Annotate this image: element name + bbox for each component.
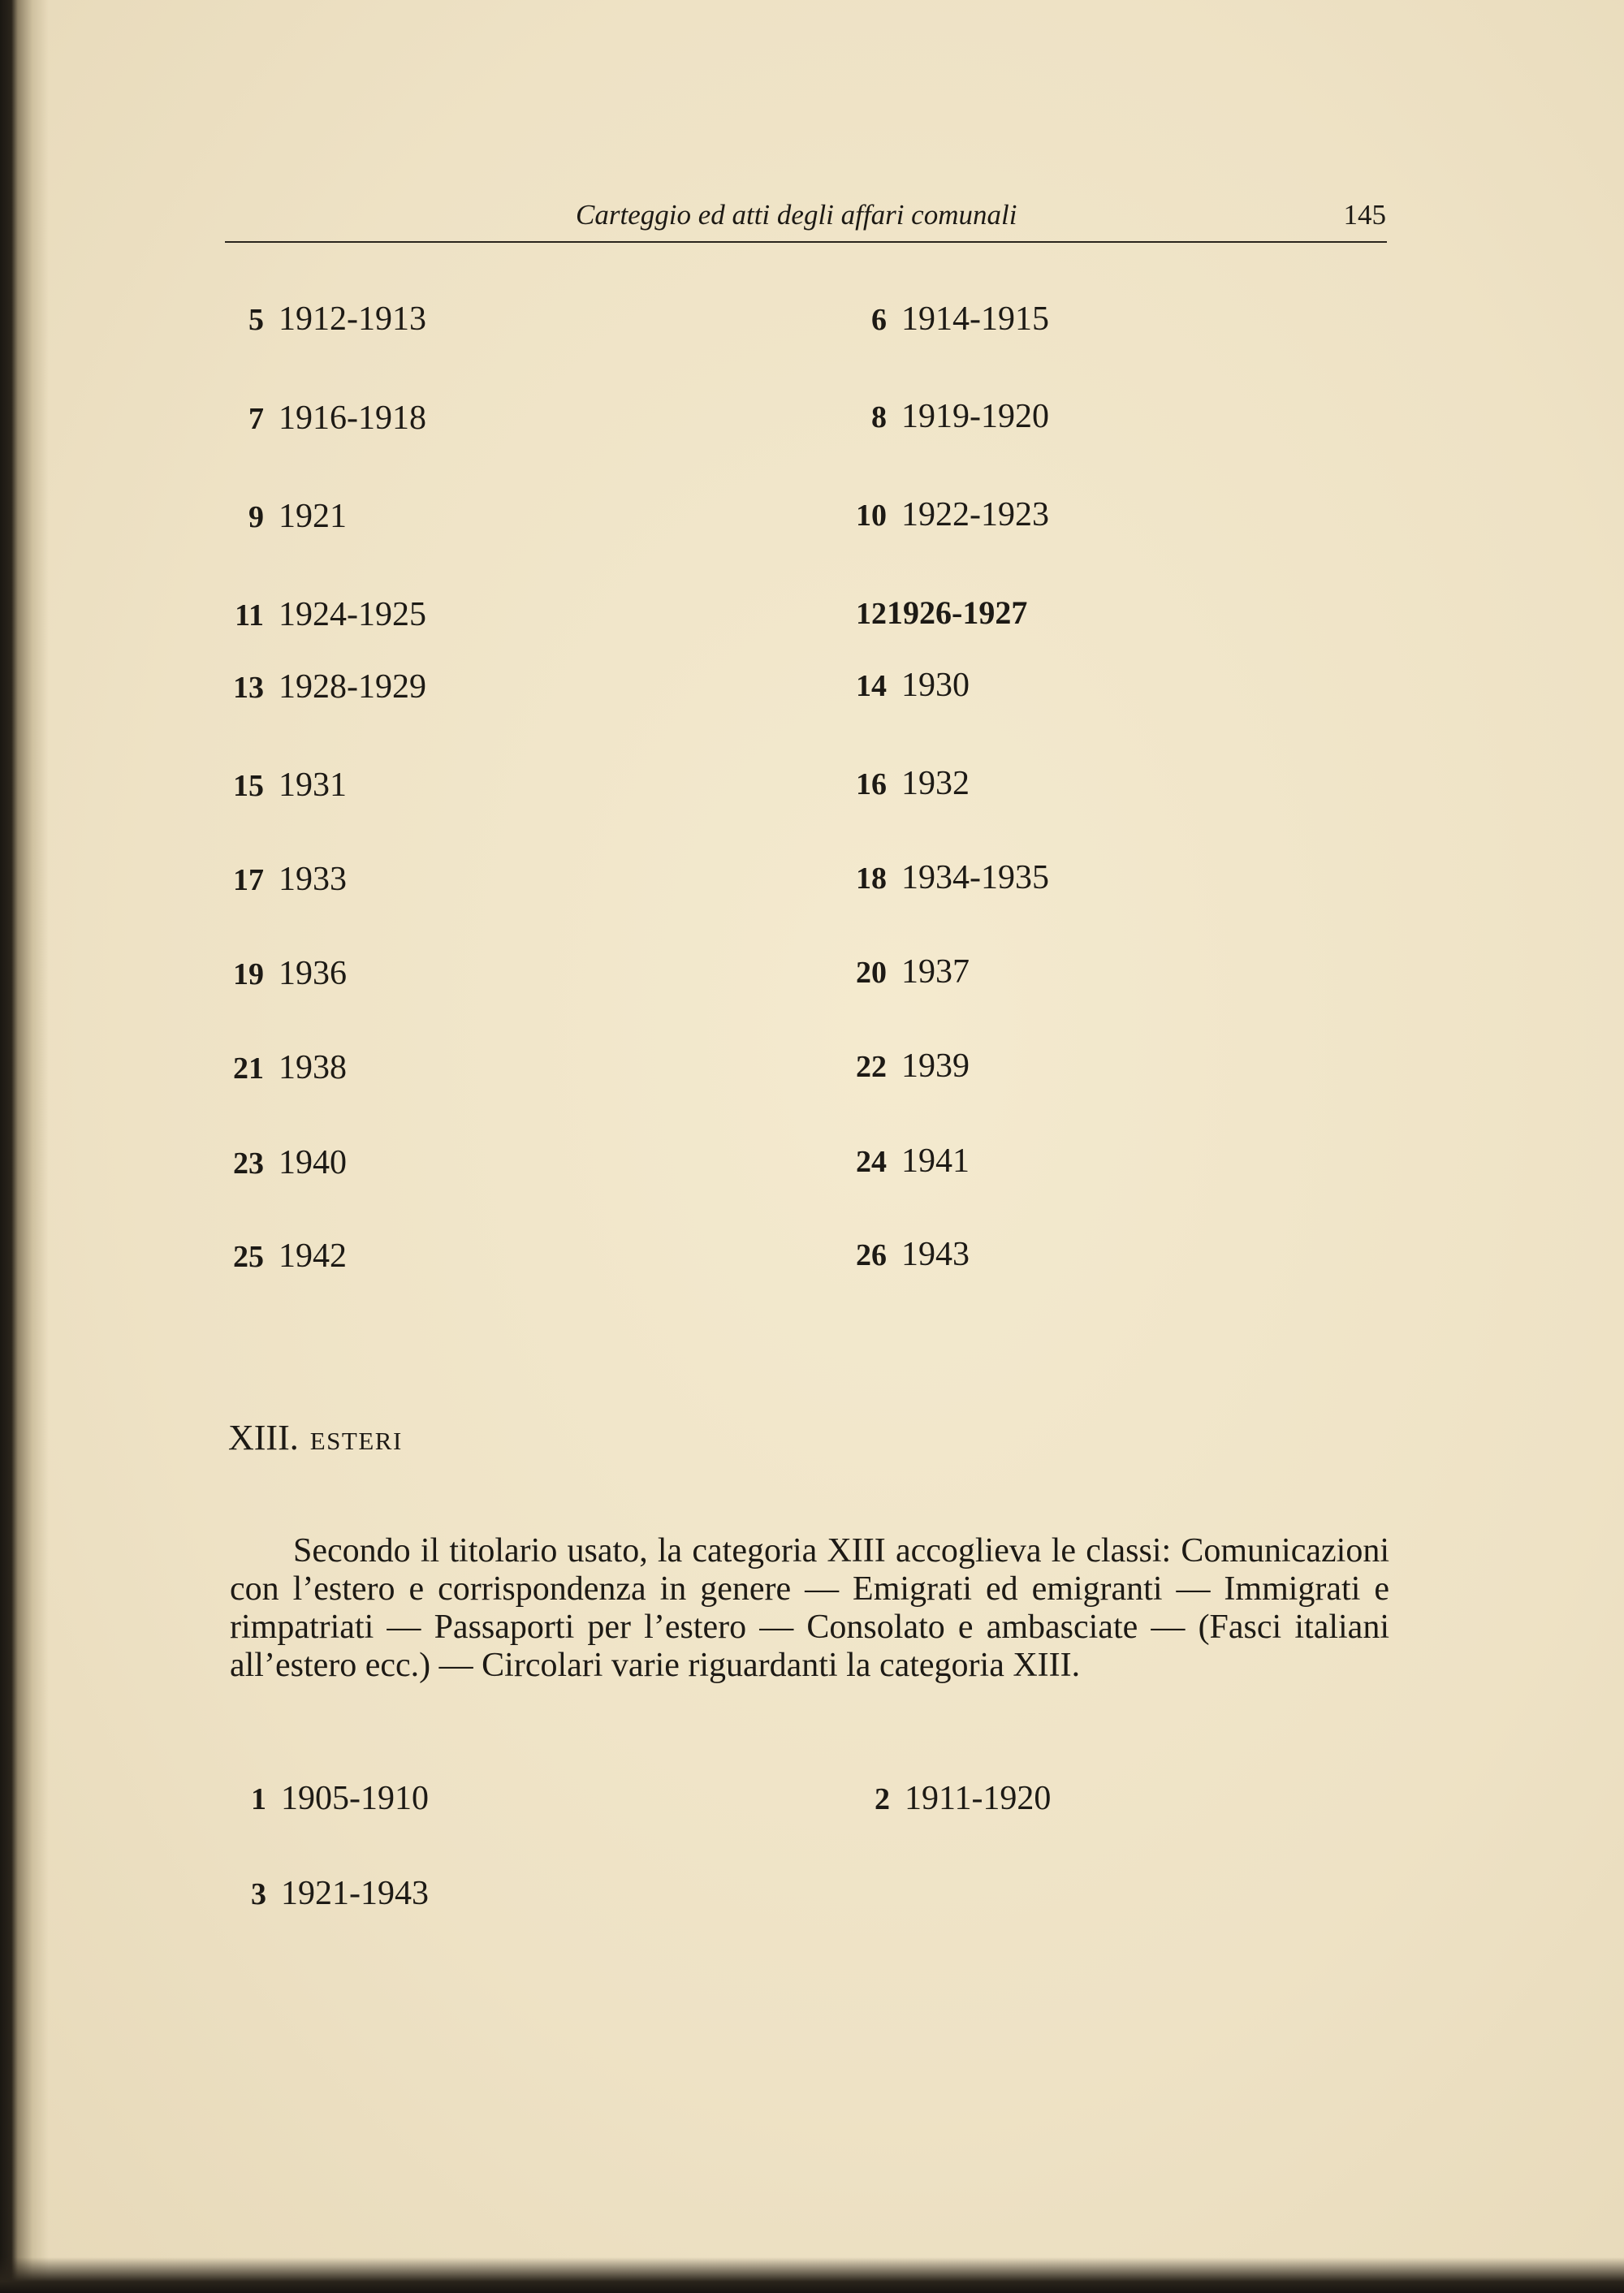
list-item xyxy=(204,496,347,537)
item-years: 1931 xyxy=(279,766,347,804)
item-number: 11 xyxy=(235,598,264,633)
list-item xyxy=(827,1141,970,1181)
list-item xyxy=(204,667,426,707)
list-item xyxy=(827,1234,970,1275)
item-years: 1941 xyxy=(901,1142,970,1180)
list-item xyxy=(827,665,970,706)
item-number: 10 xyxy=(856,499,887,533)
item-years: 1938 xyxy=(279,1049,347,1086)
item-number: 26 xyxy=(856,1238,887,1272)
item-years: 1928-1929 xyxy=(279,668,426,706)
item-years: 1940 xyxy=(279,1144,347,1181)
list-item xyxy=(204,398,426,438)
item-years: 1942 xyxy=(279,1237,347,1275)
list-item xyxy=(204,1047,347,1088)
item-years: 1921-1943 xyxy=(281,1875,429,1912)
item-number: 19 xyxy=(233,957,264,991)
section-numeral: XIII. xyxy=(228,1418,299,1457)
item-years: 1914-1915 xyxy=(901,300,1049,338)
list-item xyxy=(206,1778,429,1819)
list-item xyxy=(827,1046,970,1086)
list-item xyxy=(204,594,426,635)
list-item xyxy=(827,299,1049,339)
list-item xyxy=(827,494,1049,535)
item-number: 21 xyxy=(233,1051,264,1086)
item-years: 1943 xyxy=(901,1236,970,1273)
item-number: 16 xyxy=(856,767,887,801)
item-number: 8 xyxy=(871,400,887,434)
item-number: 6 xyxy=(871,303,887,337)
item-years: 1939 xyxy=(901,1047,970,1085)
item-number: 5 xyxy=(248,303,264,337)
item-number: 1 xyxy=(251,1782,266,1816)
list-item xyxy=(830,1778,1051,1819)
list-item xyxy=(812,593,1027,633)
item-number: 14 xyxy=(856,669,887,703)
item-number: 18 xyxy=(856,861,887,896)
item-years: 1932 xyxy=(901,765,970,802)
section-paragraph: Secondo il titolario usato, la categoria XIII accoglieva le classi: Comunicazioni con l’estero e corrispondenza in genere — Emigrati ed emigranti — Immigrati e rimpatriati — Passaporti per l’estero — Consolato e ambasciate — (Fasci italiani all’estero ecc.) — Circolari varie riguardanti la categoria XIII. xyxy=(230,1532,1389,1684)
item-number: 15 xyxy=(233,769,264,803)
item-number: 2 xyxy=(875,1782,890,1816)
item-number: 20 xyxy=(856,956,887,990)
item-number: 17 xyxy=(233,863,264,897)
item-years: 1919-1920 xyxy=(901,398,1049,435)
item-years: 1934-1935 xyxy=(901,859,1049,896)
list-item xyxy=(827,763,970,804)
page-bottom-edge xyxy=(0,2257,1624,2293)
list-item xyxy=(204,1236,347,1276)
item-years: 1911-1920 xyxy=(905,1780,1052,1817)
item-number: 24 xyxy=(856,1145,887,1179)
list-item xyxy=(204,299,426,339)
item-years: 1905-1910 xyxy=(281,1780,429,1817)
item-number: 22 xyxy=(856,1050,887,1084)
item-number: 7 xyxy=(248,402,264,436)
item-years: 1936 xyxy=(279,955,347,992)
item-years: 1937 xyxy=(901,953,970,991)
page-number: 145 xyxy=(1343,199,1386,231)
book-binding-edge xyxy=(0,0,49,2293)
header-rule xyxy=(225,241,1387,243)
item-years: 1930 xyxy=(901,667,970,704)
item-number: 3 xyxy=(251,1877,266,1911)
list-item xyxy=(204,765,347,805)
list-item xyxy=(204,1142,347,1183)
list-item xyxy=(204,953,347,994)
item-years: 1916-1918 xyxy=(279,399,426,437)
item-years: 1924-1925 xyxy=(279,596,426,633)
section-name: ESTERI xyxy=(309,1427,403,1455)
item-number: 25 xyxy=(233,1240,264,1274)
list-item xyxy=(827,857,1049,898)
item-number: 23 xyxy=(233,1146,264,1181)
list-item xyxy=(206,1873,429,1914)
item-years: 1922-1923 xyxy=(901,496,1049,533)
section-heading xyxy=(228,1417,403,1458)
item-years: 1933 xyxy=(279,861,347,898)
item-number: 13 xyxy=(233,671,264,705)
item-number: 9 xyxy=(248,500,264,534)
list-item xyxy=(204,859,347,900)
list-item xyxy=(827,396,1049,437)
item-years: 1912-1913 xyxy=(279,300,426,338)
list-item xyxy=(827,952,970,992)
running-header-title: Carteggio ed atti degli affari comunali xyxy=(576,199,1017,231)
item-years: 1926-1927 xyxy=(887,594,1028,631)
item-years: 1921 xyxy=(279,498,347,535)
item-number: 12 xyxy=(856,597,887,631)
